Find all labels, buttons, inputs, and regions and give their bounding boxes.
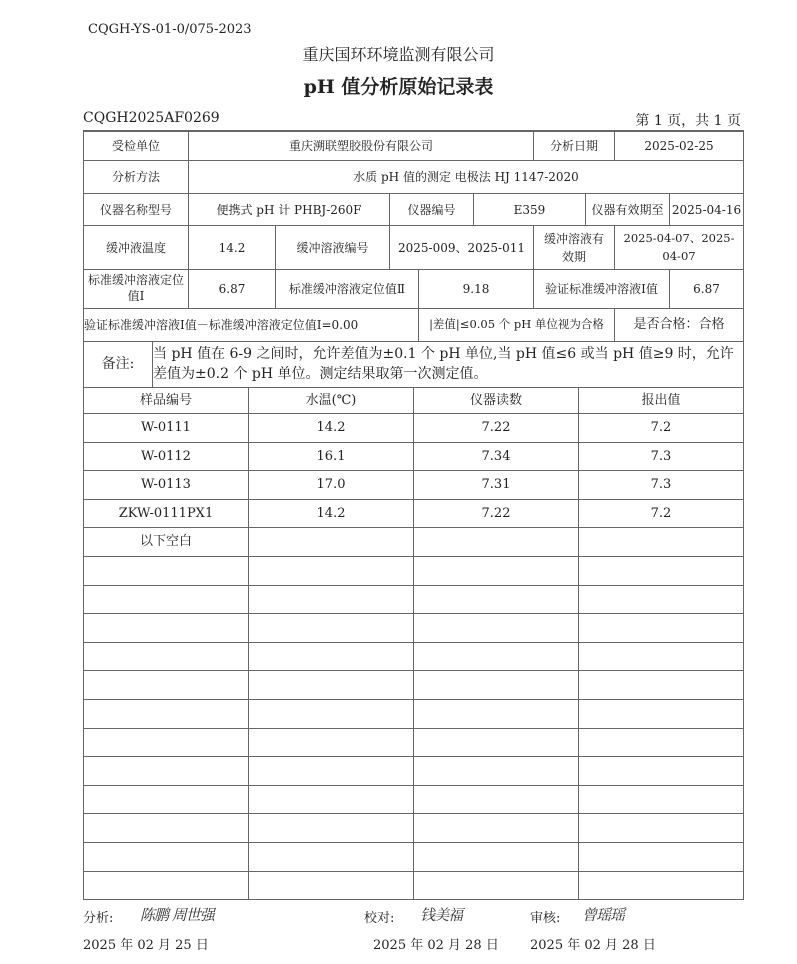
- table-cell: [84, 872, 249, 901]
- table-row: [83, 414, 744, 443]
- table-cell: [579, 614, 744, 643]
- table-row: [83, 500, 744, 529]
- table-cell: W-0112: [84, 443, 249, 472]
- table-cell: 以下空白: [84, 528, 249, 557]
- table-cell: [249, 586, 414, 615]
- table-cell: [249, 557, 414, 586]
- info-row-method: [83, 161, 744, 194]
- table-cell: [249, 671, 414, 700]
- table-cell: [579, 757, 744, 786]
- table-cell: [414, 700, 579, 729]
- info-row-note: [83, 342, 744, 388]
- table-cell: [579, 786, 744, 815]
- table-row-empty: [83, 814, 744, 843]
- table-cell: [414, 757, 579, 786]
- label: 标准缓冲溶液定位值Ⅰ: [84, 270, 189, 309]
- note-text: 当 pH 值在 6-9 之间时，允许差值为±0.1 个 pH 单位,当 pH 值≤6 或当 pH 值≥9 时，允许差值为±0.2 个 pH 单位。测定结果取第一次测定值。: [153, 342, 744, 388]
- table-cell: 7.31: [414, 471, 579, 500]
- label: 缓冲液温度: [84, 226, 189, 270]
- label: 仪器有效期至: [586, 194, 670, 226]
- buffer-no-value: 2025-009、2025-011: [390, 226, 534, 270]
- table-row-empty: [83, 671, 744, 700]
- info-row-standards: [83, 270, 744, 309]
- record-number: CQGH2025AF0269: [83, 110, 220, 126]
- table-row-empty: [83, 872, 744, 901]
- client-value: 重庆溯联塑胶股份有限公司: [189, 131, 534, 161]
- company-name: 重庆国环环境监测有限公司: [302, 45, 495, 64]
- table-cell: 7.22: [414, 414, 579, 443]
- std1-value: 6.87: [189, 270, 276, 309]
- table-cell: 7.2: [579, 414, 744, 443]
- label: 仪器名称型号: [84, 194, 189, 226]
- table-cell: [414, 872, 579, 901]
- table-cell: [249, 528, 414, 557]
- table-cell: [84, 843, 249, 872]
- doc-code: CQGH-YS-01-0/075-2023: [88, 22, 252, 37]
- criterion: |差值|≤0.05 个 pH 单位视为合格: [419, 309, 615, 342]
- table-cell: [414, 729, 579, 758]
- verify-value: 6.87: [670, 270, 744, 309]
- inst-no-value: E359: [474, 194, 586, 226]
- table-cell: 7.2: [579, 500, 744, 529]
- table-cell: [579, 643, 744, 672]
- table-cell: ZKW-0111PX1: [84, 500, 249, 529]
- table-cell: [249, 643, 414, 672]
- table-cell: [414, 814, 579, 843]
- std2-value: 9.18: [419, 270, 534, 309]
- table-cell: [414, 586, 579, 615]
- table-cell: [84, 557, 249, 586]
- table-cell: [249, 700, 414, 729]
- table-cell: [84, 757, 249, 786]
- table-cell: [84, 729, 249, 758]
- checker-signature: 钱美福: [420, 906, 463, 924]
- table-cell: 17.0: [249, 471, 414, 500]
- table-cell: [579, 528, 744, 557]
- table-row: [83, 443, 744, 472]
- info-row-client: [83, 130, 744, 161]
- label: 标准缓冲溶液定位值Ⅱ: [276, 270, 419, 309]
- table-cell: [249, 757, 414, 786]
- table-cell: 7.3: [579, 471, 744, 500]
- table-cell: [84, 786, 249, 815]
- table-cell: 16.1: [249, 443, 414, 472]
- buffer-temp-value: 14.2: [189, 226, 276, 270]
- table-cell: [84, 671, 249, 700]
- analyst-label: 分析:: [83, 911, 114, 926]
- diff-value: 验证标准缓冲溶液Ⅰ值－标准缓冲溶液定位值Ⅰ=0.00: [84, 309, 419, 342]
- buffer-valid-value: 2025-04-07、2025-04-07: [615, 226, 744, 270]
- instrument-value: 便携式 pH 计 PHBJ-260F: [189, 194, 390, 226]
- table-cell: [579, 872, 744, 901]
- label: 分析方法: [84, 161, 189, 194]
- table-row-empty: [83, 614, 744, 643]
- table-cell: [579, 700, 744, 729]
- table-cell: [414, 557, 579, 586]
- table-cell: [414, 843, 579, 872]
- checker-date: 2025 年 02 月 28 日: [373, 938, 499, 953]
- label: 分析日期: [534, 131, 615, 161]
- info-row-instrument: [83, 194, 744, 226]
- table-cell: [414, 528, 579, 557]
- table-cell: 样品编号: [84, 388, 249, 414]
- info-row-verify: [83, 309, 744, 342]
- table-cell: [579, 843, 744, 872]
- table-row: [83, 471, 744, 500]
- label: 缓冲溶液编号: [276, 226, 390, 270]
- table-cell: W-0111: [84, 414, 249, 443]
- label: 备注:: [84, 342, 153, 388]
- table-row-empty: [83, 700, 744, 729]
- table-cell: 7.22: [414, 500, 579, 529]
- label: 仪器编号: [390, 194, 474, 226]
- table-header: [83, 388, 744, 414]
- reviewer-label: 审核:: [530, 911, 561, 926]
- table-row-empty: [83, 729, 744, 758]
- table-cell: [579, 557, 744, 586]
- table-row-empty: [83, 643, 744, 672]
- page-title: pH 值分析原始记录表: [303, 76, 494, 98]
- table-cell: [414, 643, 579, 672]
- label: 验证标准缓冲溶液Ⅰ值: [534, 270, 670, 309]
- table-cell: [84, 614, 249, 643]
- table-cell: 仪器读数: [414, 388, 579, 414]
- table-cell: W-0113: [84, 471, 249, 500]
- table-cell: 14.2: [249, 500, 414, 529]
- analyst-signature: 陈鹏 周世强: [140, 906, 214, 924]
- table-row-empty: [83, 586, 744, 615]
- table-cell: 7.3: [579, 443, 744, 472]
- table-cell: [84, 814, 249, 843]
- info-row-buffer: [83, 226, 744, 270]
- table-cell: [84, 643, 249, 672]
- table-cell: [84, 700, 249, 729]
- reviewer-date: 2025 年 02 月 28 日: [530, 938, 656, 953]
- table-cell: 14.2: [249, 414, 414, 443]
- page-info: 第 1 页，共 1 页: [635, 113, 741, 129]
- method-value: 水质 pH 值的测定 电极法 HJ 1147-2020: [189, 161, 744, 194]
- table-cell: [579, 671, 744, 700]
- table-cell: 报出值: [579, 388, 744, 414]
- table-cell: [249, 614, 414, 643]
- table-cell: [579, 586, 744, 615]
- table-row-empty: [83, 557, 744, 586]
- label: 受检单位: [84, 131, 189, 161]
- table-cell: [249, 786, 414, 815]
- table-cell: 7.34: [414, 443, 579, 472]
- checker-label: 校对:: [364, 911, 395, 926]
- table-cell: [84, 586, 249, 615]
- table-cell: [579, 814, 744, 843]
- label: 缓冲溶液有效期: [534, 226, 615, 270]
- table-cell: [249, 814, 414, 843]
- table-row-empty: [83, 843, 744, 872]
- inst-valid-value: 2025-04-16: [670, 194, 744, 226]
- table-row-empty: [83, 757, 744, 786]
- table-row-empty: [83, 786, 744, 815]
- table-cell: [249, 872, 414, 901]
- table-cell: [414, 786, 579, 815]
- pass-result: 是否合格：合格: [615, 309, 744, 342]
- date-value: 2025-02-25: [615, 131, 744, 161]
- table-cell: [249, 729, 414, 758]
- table-cell: [579, 729, 744, 758]
- table-cell: [414, 671, 579, 700]
- table-cell: 水温(℃): [249, 388, 414, 414]
- reviewer-signature: 曾瑶瑶: [582, 906, 625, 924]
- table-cell: [414, 614, 579, 643]
- analyst-date: 2025 年 02 月 25 日: [83, 938, 209, 953]
- table-row: [83, 528, 744, 557]
- table-cell: [249, 843, 414, 872]
